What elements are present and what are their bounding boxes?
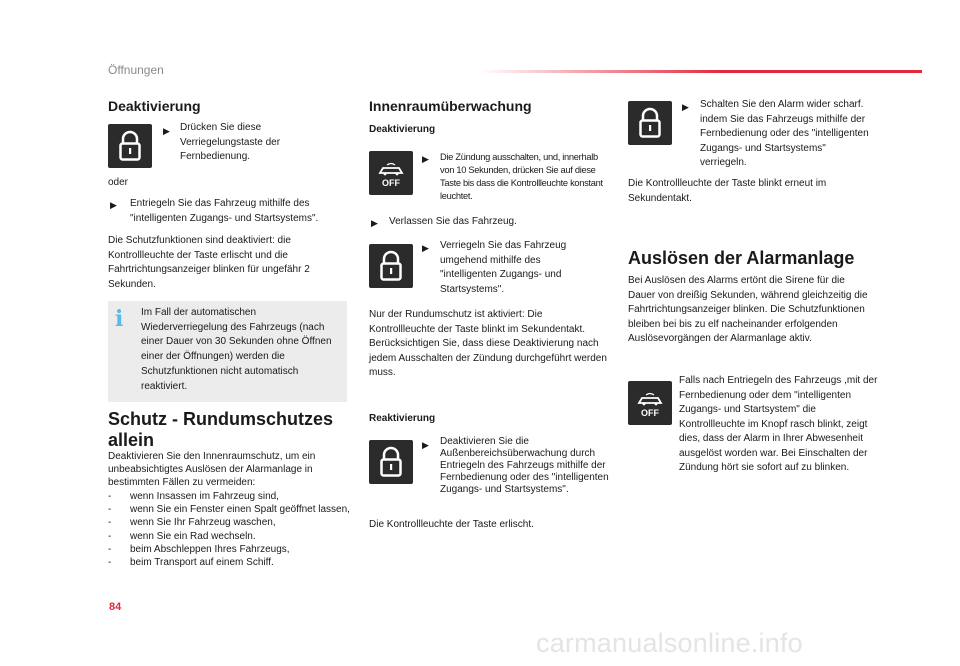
- list-item: - wenn Sie Ihr Fahrzeug waschen,: [108, 516, 353, 529]
- situations-list: [108, 490, 353, 569]
- lock-icon: [628, 101, 672, 145]
- bullet-icon: ▶: [422, 243, 429, 253]
- reaktivierung-subheading: Reaktivierung: [369, 413, 436, 424]
- col1-step2: Entriegeln Sie das Fahrzeug mithilfe des "intelligenten Zugangs- und Startsystems".: [130, 198, 319, 224]
- deaktivierung-heading: Deaktivierung: [108, 98, 201, 114]
- col2-step1: Die Zündung ausschalten, und, innerhalb von 10 Sekunden, drücken Sie auf diese Taste bis dass die Kontrollleuchte konstant leuchtet.: [440, 152, 603, 201]
- col3-step1: Schalten Sie den Alarm wider scharf. indem Sie das Fahrzeugs mithilfe der Fernbedienung oder des "intelligenten Zugangs- und Startsystems" verriegeln.: [700, 99, 869, 168]
- col2-step2: Verlassen Sie das Fahrzeug.: [389, 216, 517, 227]
- info-icon: i: [115, 306, 124, 332]
- lock-button-icon: [369, 244, 413, 288]
- alarm-off-icon: [369, 151, 413, 195]
- alarm-off-button-icon: [628, 381, 672, 425]
- list-item: - beim Transport auf einem Schiff.: [108, 556, 353, 569]
- col1-oder: oder: [108, 177, 129, 188]
- alarm-off-button-icon: [369, 151, 413, 195]
- list-item: - wenn Sie ein Rad wechseln.: [108, 530, 353, 543]
- watermark: carmanualsonline.info: [536, 628, 803, 658]
- lock-button-icon: [628, 101, 672, 145]
- list-item: - beim Abschleppen Ihres Fahrzeugs,: [108, 543, 353, 556]
- bullet-icon: ▶: [163, 126, 170, 136]
- lock-button-icon: [108, 124, 152, 168]
- unlock-button-icon: [369, 440, 413, 484]
- bullet-icon: ▶: [422, 440, 429, 450]
- page-number: 84: [109, 601, 122, 613]
- col2-end: Die Kontrollleuchte der Taste erlischt.: [369, 519, 534, 530]
- col1-paragraph: Die Schutzfunktionen sind deaktiviert: die Kontrollleuchte der Taste erlischt und die Fahrtrichtungsanzeiger blinken für ungefähr 2 Sekunden.: [108, 235, 310, 290]
- bullet-icon: ▶: [110, 200, 117, 210]
- off-label: OFF: [382, 178, 400, 188]
- bullet-icon: ▶: [682, 102, 689, 112]
- col1-intro: Deaktivieren Sie den Innenraumschutz, um ein unbeabsichtigtes Auslösen der Alarmanlage in bestimmten Fällen zu vermeiden:: [108, 451, 316, 489]
- col3-para2: Bei Auslösen des Alarms ertönt die Sirene für die Dauer von dreißig Sekunden, während gleichzeitig die Fahrtrichtungsanzeiger blinken. Die Schutzfunktionen bleiben bei bis zu elf nacheinander erfolgenden Auslösevorgängen der Alarmanlage aktiv.: [628, 275, 868, 344]
- col2-paragraph: Nur der Rundumschutz ist aktiviert: Die Kontrollleuchte der Taste blinkt im Sekundentakt. Berücksichtigen Sie, dass diese Deaktivierung nach jedem Ausschalten der Zündung durchgeführt werden muss.: [369, 309, 607, 378]
- deaktivierung-subheading: Deaktivierung: [369, 124, 436, 135]
- col3-para1: Die Kontrollleuchte der Taste blinkt erneut im Sekundentakt.: [628, 178, 827, 204]
- bullet-icon: ▶: [422, 154, 429, 164]
- innenraum-heading: Innenraumüberwachung: [369, 98, 532, 114]
- list-item: - wenn Sie ein Fenster einen Spalt geöffnet lassen,: [108, 503, 353, 516]
- off-label: OFF: [641, 408, 659, 418]
- col3-note: Falls nach Entriegeln des Fahrzeugs ,mit der Fernbedienung oder dem "intelligenten Zugangs- und Startsystem" die Kontrollleuchte im Knopf rasch blinkt, zeigt dies, dass der Alarm in Ihrer Abwesenheit ausgelöst worden war. Bei Einschalten der Zündung hört sie sofort auf zu blinken.: [679, 375, 878, 473]
- rundumschutz-heading: Schutz - Rundumschutzes allein: [108, 409, 334, 450]
- bullet-icon: ▶: [371, 218, 378, 228]
- lock-icon: [369, 244, 413, 288]
- unlock-icon: [369, 440, 413, 484]
- col2-step3: Verriegeln Sie das Fahrzeug umgehend mithilfe des "intelligenten Zugangs- und Startsystems".: [440, 240, 567, 295]
- list-item: - wenn Insassen im Fahrzeug sind,: [108, 490, 353, 503]
- lock-icon: [108, 124, 152, 168]
- col2-step4: Deaktivieren Sie die Außenbereichsüberwachung durch Entriegeln des Fahrzeugs mithilfe der Fernbedienung oder des "intelligenten Zugangs- und Startsystems".: [440, 436, 609, 495]
- alarm-off-icon: [628, 381, 672, 425]
- col1-step1: Drücken Sie diese Verriegelungstaste der Fernbedienung.: [180, 122, 281, 162]
- section-header: Öffnungen: [108, 63, 164, 77]
- header-divider: [480, 70, 922, 73]
- info-text: Im Fall der automatischen Wiederverriegelung des Fahrzeugs (nach einer Dauer von 30 Sekunden ohne Öffnen einer der Öffnungen) werden die Schutzfunktionen nicht automatisch reaktiviert.: [141, 307, 332, 392]
- ausloesen-heading: Auslösen der Alarmanlage: [628, 248, 855, 268]
